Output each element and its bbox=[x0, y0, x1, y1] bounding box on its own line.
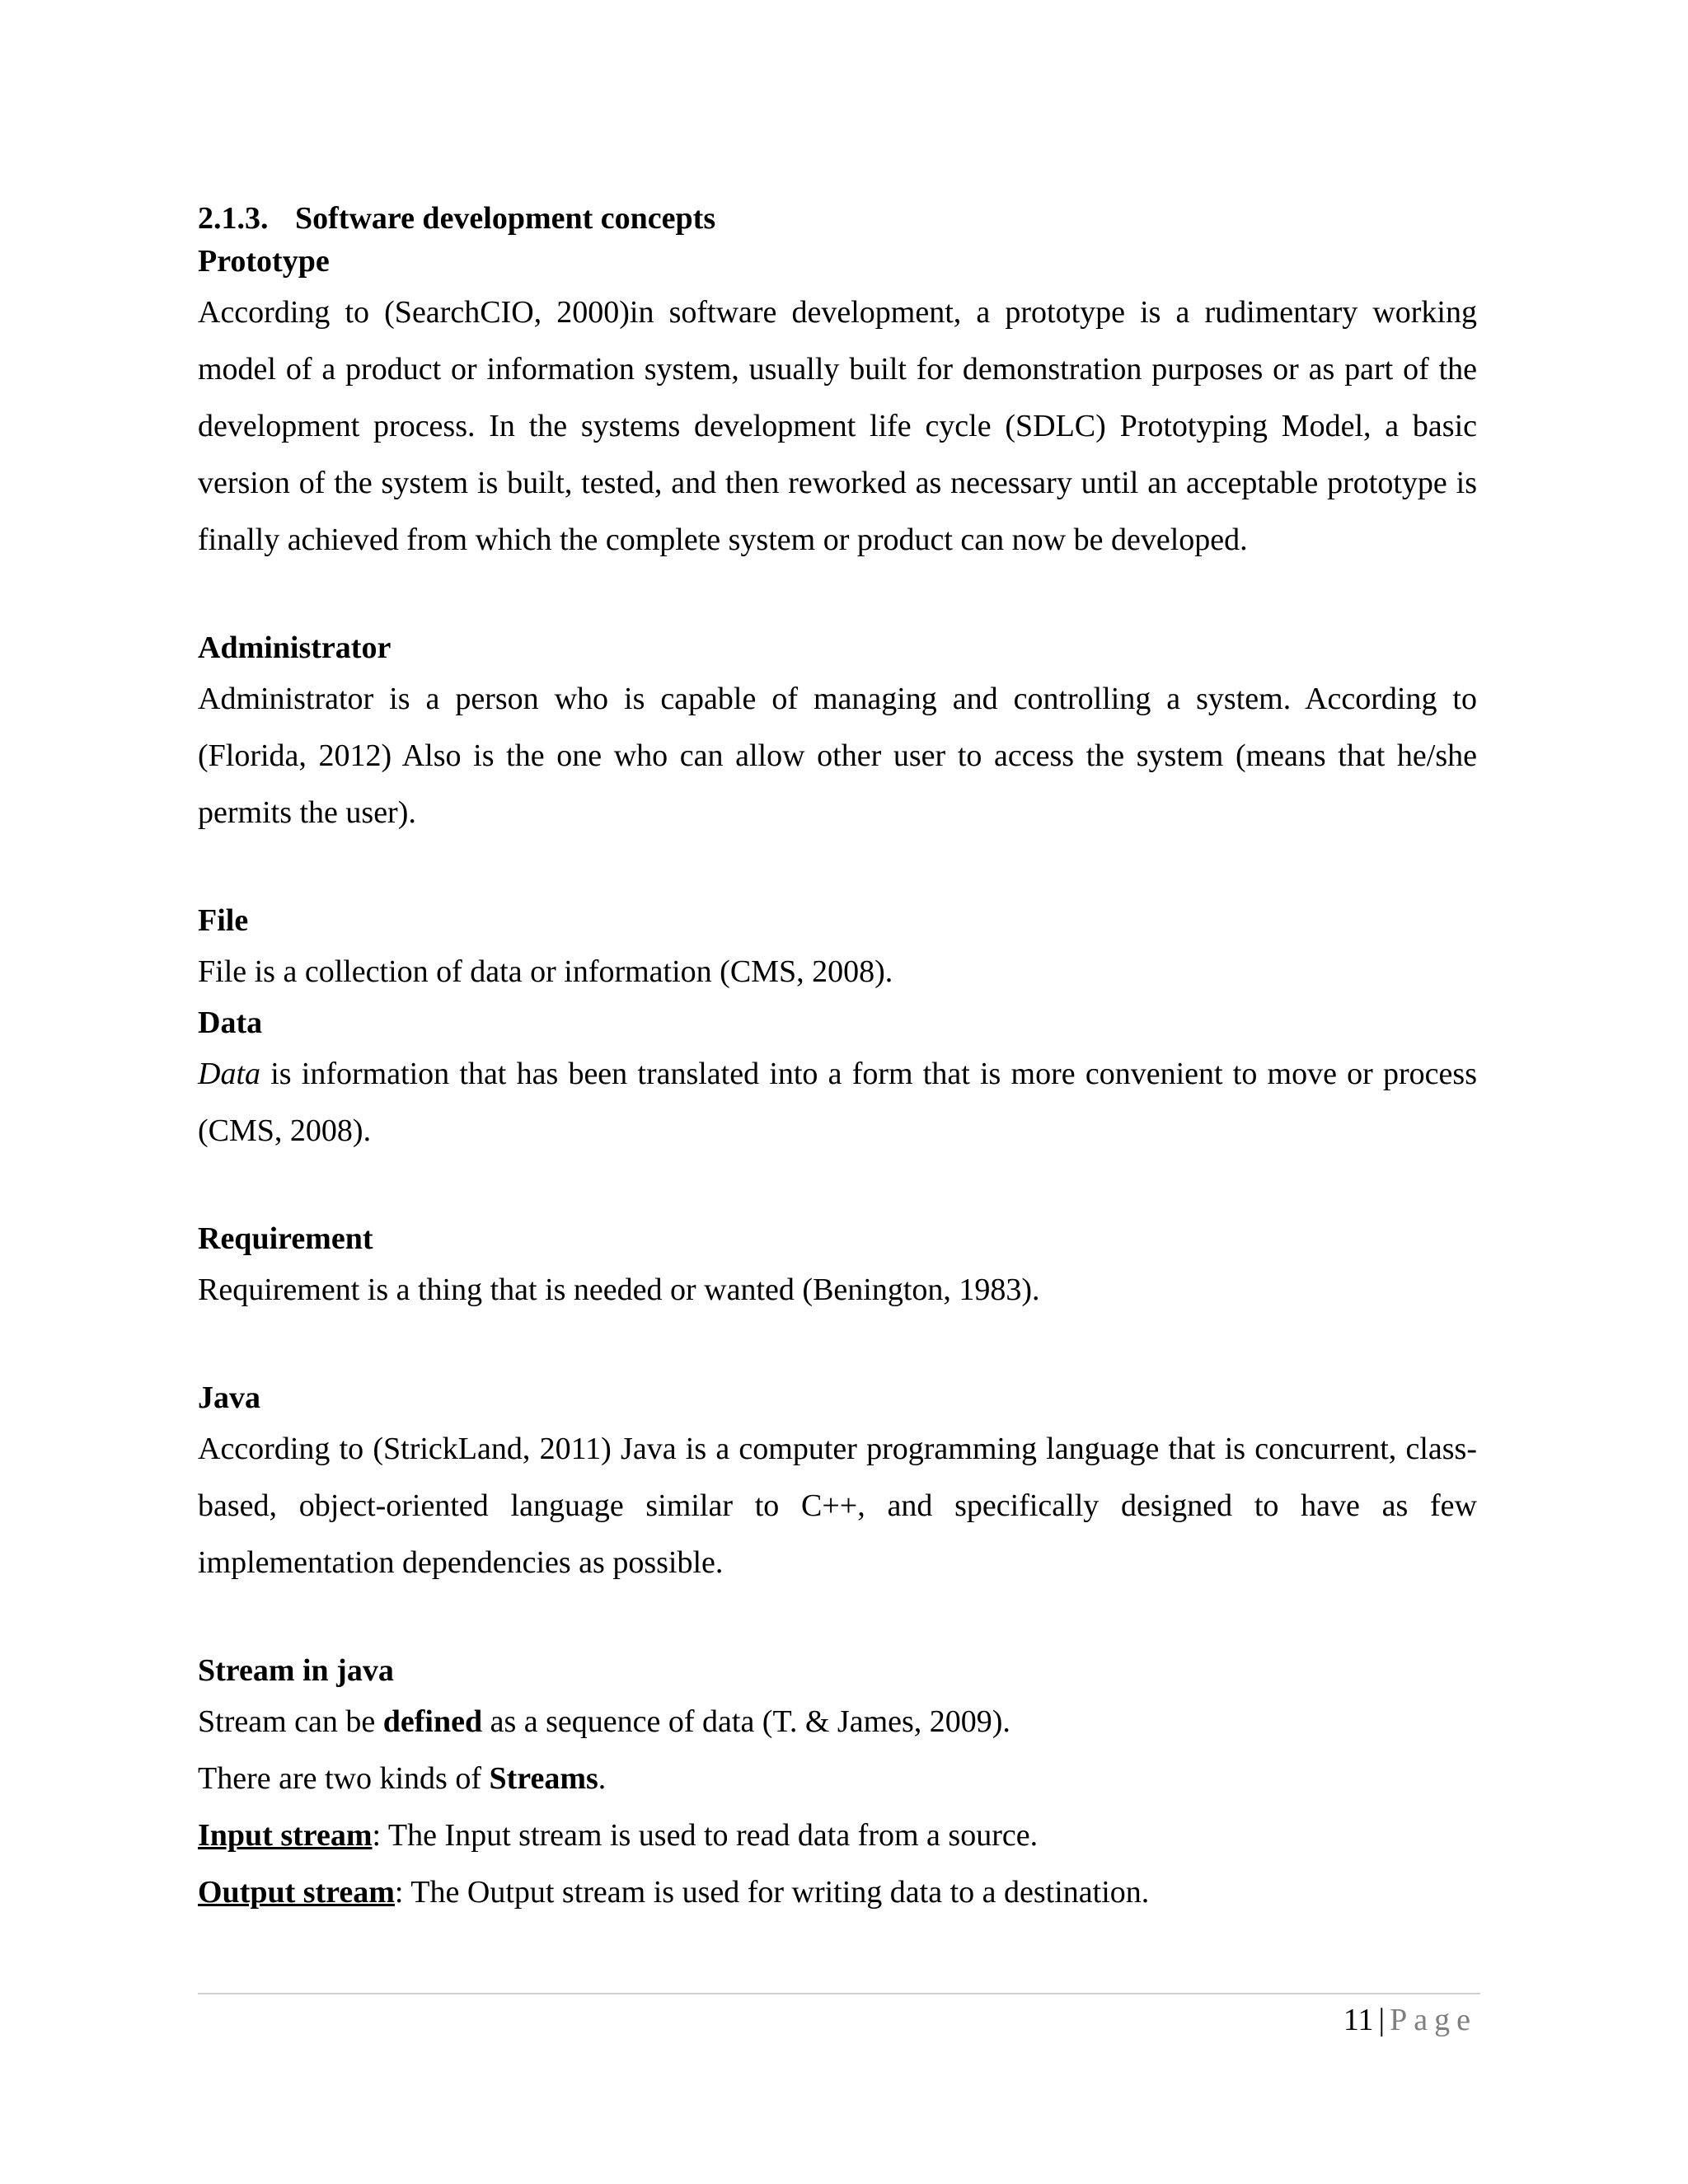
stream-kinds-bold: Streams bbox=[489, 1761, 598, 1796]
stream-def-bold: defined bbox=[382, 1704, 483, 1739]
spacer bbox=[198, 1319, 1477, 1376]
section-number: 2.1.3. bbox=[198, 201, 269, 236]
page-footer bbox=[1343, 1999, 1477, 2041]
document-page bbox=[198, 198, 1477, 1921]
definition-file: File is a collection of data or information (CMS, 2008). bbox=[198, 954, 893, 989]
definition-prototype: According to (SearchCIO, 2000)in software development, a prototype is a rudimentary working model of a product or information system, usually built for demonstration purposes or as part of the development process. In the systems development life cycle (SDLC) Prototyping Model, a basic version of the system is built, tested, and then reworked as necessary until an acceptable prototype is finally achieved from which the complete system or product can now be developed. bbox=[198, 295, 1477, 557]
footer-divider bbox=[198, 1993, 1480, 1994]
page-number: 11 bbox=[1343, 2003, 1374, 2037]
input-stream-label: Input stream bbox=[198, 1818, 373, 1853]
stream-def-pre: Stream can be bbox=[198, 1704, 383, 1739]
stream-definition bbox=[198, 1694, 1477, 1750]
section-heading bbox=[198, 198, 1477, 239]
output-stream-text: : The Output stream is used for writing data to a destination. bbox=[394, 1875, 1150, 1910]
definition-java: According to (StrickLand, 2011) Java is a computer programming language that is concurrent, class-based, object-oriented language similar to C++, and specifically designed to have as few implementation dependencies as possible. bbox=[198, 1432, 1477, 1580]
stream-kinds bbox=[198, 1750, 1477, 1807]
spacer bbox=[198, 1591, 1477, 1648]
term-java: Java bbox=[198, 1380, 260, 1415]
stream-def-post: as a sequence of data (T. & James, 2009). bbox=[482, 1704, 1010, 1739]
stream-kinds-post: . bbox=[598, 1761, 607, 1796]
term-stream: Stream in java bbox=[198, 1653, 394, 1688]
stream-kinds-pre: There are two kinds of bbox=[198, 1761, 490, 1796]
output-stream-label: Output stream bbox=[198, 1875, 395, 1910]
input-stream-item bbox=[198, 1807, 1477, 1864]
input-stream-text: : The Input stream is used to read data from a source. bbox=[372, 1818, 1039, 1853]
term-administrator: Administrator bbox=[198, 630, 392, 665]
term-requirement: Requirement bbox=[198, 1221, 373, 1256]
page-word: Page bbox=[1390, 2003, 1477, 2037]
term-data: Data bbox=[198, 1005, 263, 1040]
output-stream-item bbox=[198, 1864, 1477, 1921]
section-title: Software development concepts bbox=[295, 201, 716, 236]
term-prototype: Prototype bbox=[198, 244, 330, 279]
spacer bbox=[198, 1160, 1477, 1216]
spacer bbox=[198, 569, 1477, 626]
definition-data bbox=[198, 1046, 1477, 1160]
spacer bbox=[198, 841, 1477, 898]
term-file: File bbox=[198, 903, 249, 938]
definition-data-text: is information that has been translated into a form that is more convenient to move or process (CMS, 2008). bbox=[198, 1057, 1477, 1148]
definition-data-lead: Data bbox=[198, 1057, 260, 1091]
definition-administrator: Administrator is a person who is capable of managing and controlling a system. According to (Florida, 2012) Also is the one who can allow other user to access the system (means that he/she permits the user). bbox=[198, 682, 1477, 830]
footer-separator: | bbox=[1378, 2003, 1386, 2037]
definition-requirement: Requirement is a thing that is needed or wanted (Benington, 1983). bbox=[198, 1272, 1040, 1307]
